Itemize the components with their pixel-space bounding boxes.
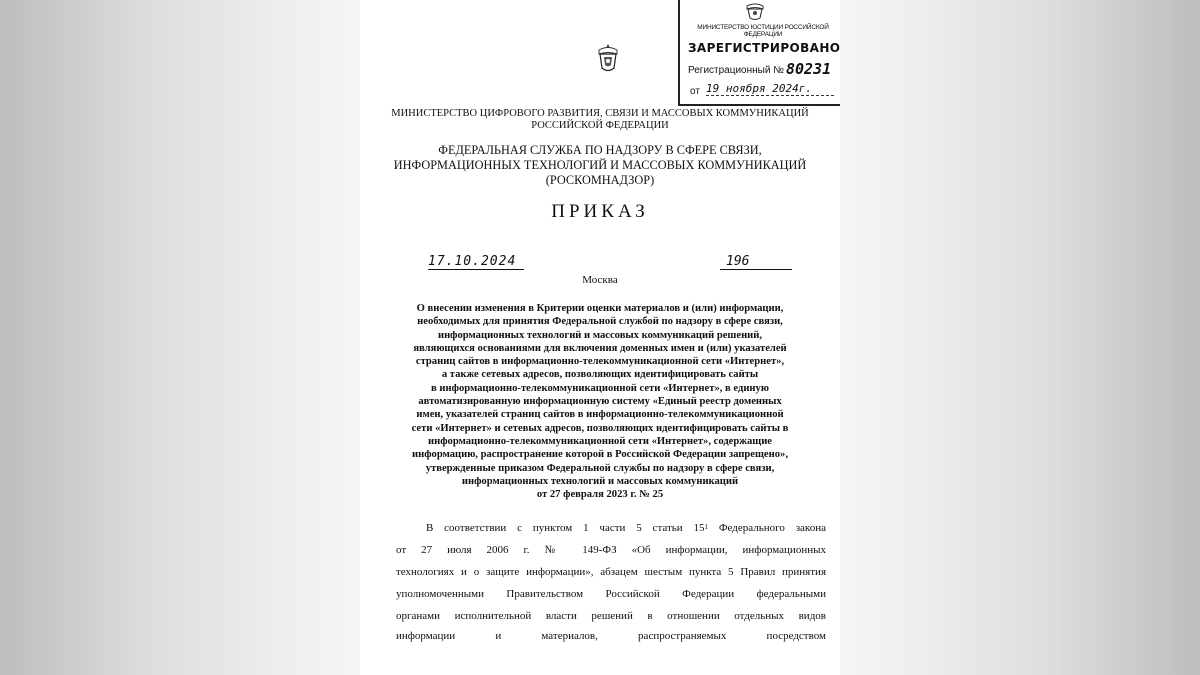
stamp-regno-label: Регистрационный №: [688, 65, 784, 76]
stamp-status: ЗАРЕГИСТРИРОВАНО: [688, 41, 840, 55]
ministry-title: МИНИСТЕРСТВО ЦИФРОВОГО РАЗВИТИЯ, СВЯЗИ И МАССОВЫХ КОММУНИКАЦИЙ РОССИЙСКОЙ ФЕДЕРАЦИИ: [391, 108, 809, 131]
document-page: [360, 0, 840, 675]
body-line-4: уполномоченными Правительством Российской Федерации федеральными: [396, 588, 826, 600]
body-line-1: В соответствии с пунктом 1 части 5 статьи $15^1$ Федерального закона: [426, 522, 826, 534]
order-date: 17.10.2024: [428, 255, 524, 270]
stamp-date: 19 ноября 2024г.: [706, 82, 834, 96]
stamp-regno: 80231: [786, 60, 832, 78]
stamp-emblem: [744, 0, 766, 22]
body-line-3: технологиях и о защите информации», абзацем шестым пункта 5 Правил принятия: [396, 566, 826, 578]
stamp-ministry: МИНИСТЕРСТВО ЮСТИЦИИ РОССИЙСКОЙ ФЕДЕРАЦИИ: [697, 24, 829, 38]
doc-type-title: ПРИКАЗ: [551, 201, 649, 222]
order-subject: О внесении изменения в Критерии оценки материалов и (или) информации, необходимых для принятия Федеральной службой по надзору в сфере связи, информационных технологий и массовых коммуникаций решений, являющихся основаниями для включения доменных имен и (или) указателей страниц сайтов в информационно-телекоммуникационной сети «Интернет», а также сетевых адресов, позволяющих идентифицировать сайты в информационно-телекоммуникационной сети «Интернет», в единую автоматизированную информационную систему «Единый реестр доменных имен, указателей страниц сайтов в информационно-телекоммуникационной сети «Интернет» и сетевых адресов, позволяющих идентифицировать сайты в информационно-телекоммуникационной сети «Интернет», содержащие информацию, распространение которой в Российской Федерации запрещено», утвержденные приказом Федеральной службы по надзору в сфере связи, информационных технологий и массовых коммуникаций от 27 февраля 2023 г. № 25: [411, 303, 789, 501]
body-line-6: информации и материалов, распространяемых посредством: [396, 630, 826, 642]
stamp-date-label: от: [690, 86, 700, 97]
coat-of-arms-emblem: [595, 42, 621, 76]
service-title: ФЕДЕРАЛЬНАЯ СЛУЖБА ПО НАДЗОРУ В СФЕРЕ СВЯЗИ, ИНФОРМАЦИОННЫХ ТЕХНОЛОГИЙ И МАССОВЫХ КОММУНИКАЦИЙ (РОСКОМНАДЗОР): [393, 143, 807, 187]
registration-stamp: [678, 0, 840, 106]
order-city: Москва: [582, 274, 618, 286]
order-number: 196: [720, 255, 792, 270]
body-line-2: от 27 июля 2006 г. № 149-ФЗ «Об информации, информационных: [396, 544, 826, 556]
body-line-5: органами исполнительной власти решений в отношении отдельных видов: [396, 610, 826, 622]
